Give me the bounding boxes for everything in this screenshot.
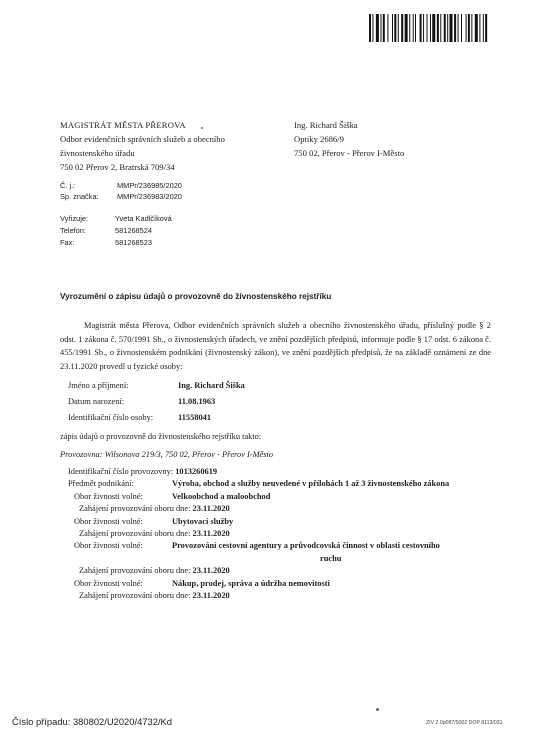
barcode-bar <box>423 14 424 42</box>
ref-row <box>60 180 182 191</box>
barcode-bar <box>409 14 410 42</box>
sender-office-name: MAGISTRÁT MĚSTA PŘEROVA <box>60 120 186 130</box>
barcode-bar <box>437 14 439 42</box>
barcode-bar <box>427 14 428 42</box>
ref-row <box>60 191 182 202</box>
recipient-name: Ing. Richard Šiška <box>294 120 358 130</box>
contact-row <box>60 237 172 249</box>
contact-label: Vyřizuje: <box>60 214 89 223</box>
barcode-bar <box>430 14 431 42</box>
mark-dot <box>376 708 379 711</box>
contact-row <box>60 225 172 237</box>
field-label: Obor živnosti volné: <box>74 516 143 526</box>
registry-entries <box>60 466 500 602</box>
field-row <box>60 578 500 590</box>
field-name: Velkoobchod a maloobchod <box>172 491 271 501</box>
ref-value: MMPr/236985/2020 <box>117 181 182 190</box>
person-details <box>60 378 245 426</box>
barcode-bar <box>398 14 399 42</box>
barcode-bar <box>471 14 472 42</box>
establishment-id-row <box>60 466 500 478</box>
field-name: Ubytovací služby <box>172 516 234 526</box>
field-start-label: Zahájení provozování oboru dne: <box>79 504 191 514</box>
barcode-bar <box>413 14 414 42</box>
field-start-label: Zahájení provozování oboru dne: <box>79 566 191 576</box>
field-start-row <box>60 590 500 602</box>
recipient-street: Optiky 2686/9 <box>294 134 344 144</box>
barcode-bar <box>405 14 408 42</box>
barcode-bar <box>468 14 470 42</box>
barcode-bar <box>415 14 416 42</box>
field-name: Nákup, prodej, správa a údržba nemovitostí <box>172 578 330 588</box>
field-start-label: Zahájení provozování oboru dne: <box>79 591 191 601</box>
field-label: Obor živnosti volné: <box>74 541 143 551</box>
case-number: Číslo případu: 380802/U2020/4732/Kd <box>12 716 173 727</box>
barcode-bar <box>369 14 371 42</box>
person-value: Ing. Richard Šiška <box>178 381 245 390</box>
field-start-date: 23.11.2020 <box>192 529 230 539</box>
barcode-bar <box>432 14 435 42</box>
barcode-bar <box>387 14 388 42</box>
person-label: Jméno a příjmení: <box>68 381 129 390</box>
contact-value: 581268523 <box>115 238 152 247</box>
body-paragraph: Magistrát města Přerova, Odbor evidenčních správních služeb a obecního živnostenského úřadu, příslušný podle § 2 odst. 1 zákona č. 570/1991 Sb., o živnostenských úřadech, ve znění pozdějších předpisů, informuje podle § 17 odst. 6 zákona č. 455/1991 Sb., o živnostenském podnikání (živnostenský zákon), ve znění pozdějších předpisů, že na základě oznámení ze dne 23.11.2020 provedl u fyzické osoby: <box>60 321 491 371</box>
field-row <box>60 491 500 503</box>
ref-label: Sp. značka: <box>60 192 99 201</box>
business-subject-label: Předmět podnikání: <box>68 479 134 489</box>
barcode-bar <box>458 14 459 42</box>
barcode-bar <box>392 14 393 42</box>
contact-info <box>60 213 172 249</box>
sender-department: Odbor evidenčních správních služeb a obecního <box>60 134 225 144</box>
sender-block <box>60 118 225 174</box>
barcode-bar <box>420 14 422 42</box>
registry-intro: zápis údajů o provozovně do živnostenského rejstříku takto: <box>60 432 262 441</box>
contact-label: Fax: <box>60 238 75 247</box>
barcode-bar <box>475 14 478 42</box>
mark-dot <box>201 127 203 129</box>
barcode-bar <box>381 14 382 42</box>
contact-value: Yveta Kadlčíková <box>115 214 172 223</box>
person-label: Datum narození: <box>68 397 125 406</box>
contact-label: Telefon: <box>60 226 86 235</box>
barcode-bar <box>479 14 480 42</box>
person-value: 11558041 <box>178 413 212 422</box>
field-start-row <box>60 503 500 515</box>
field-label: Obor živnosti volné: <box>74 578 143 588</box>
barcode-bar <box>383 14 385 42</box>
field-start-date: 23.11.2020 <box>192 566 230 576</box>
sender-department-cont: živnostenského úřadu <box>60 148 135 158</box>
ref-label: Č. j.: <box>60 181 76 190</box>
field-start-date: 23.11.2020 <box>192 504 230 514</box>
barcode-bar <box>447 14 448 42</box>
barcode-bar <box>454 14 456 42</box>
establishment-id-value: 1013260619 <box>175 467 218 476</box>
field-start-label: Zahájení provozování oboru dne: <box>79 529 191 539</box>
form-code: ZIV 2 0p087/5002 DOP 8113/031 <box>426 720 503 726</box>
contact-value: 581268524 <box>115 226 152 235</box>
field-row <box>60 540 500 552</box>
field-name-cont: ruchu <box>320 553 342 563</box>
person-row <box>60 410 245 426</box>
barcode-bar <box>401 14 403 42</box>
field-label: Obor živnosti volné: <box>74 491 143 501</box>
field-start-date: 23.11.2020 <box>192 591 230 601</box>
person-row <box>60 394 245 410</box>
establishment-address: Provozovna: Wilsonova 219/3, 750 02, Přerov - Přerov I-Město <box>60 450 274 459</box>
field-row-cont <box>60 553 500 565</box>
barcode-bar <box>376 14 379 42</box>
barcode-bar <box>450 14 453 42</box>
sender-address: 750 02 Přerov 2, Bratrská 709/34 <box>60 162 175 172</box>
barcode-bar <box>466 14 467 42</box>
barcode-bar <box>444 14 446 42</box>
person-value: 11.08.1963 <box>178 397 216 406</box>
barcode-bar <box>372 14 373 42</box>
business-subject-row <box>60 478 500 490</box>
barcode-bar <box>483 14 484 42</box>
ref-value: MMPr/236983/2020 <box>117 192 182 201</box>
contact-row <box>60 213 172 225</box>
person-label: Identifikační číslo osoby: <box>68 413 154 422</box>
recipient-block <box>294 118 404 160</box>
field-name: Provozování cestovní agentury a průvodcovská činnost v oblasti cestovního <box>172 541 440 551</box>
document-subject: Vyrozumění o zápisu údajů o provozovně do živnostenského rejstříku <box>60 292 332 301</box>
field-start-row <box>60 565 500 577</box>
person-row <box>60 378 245 394</box>
barcode <box>369 14 527 42</box>
establishment-id-label: Identifikační číslo provozovny: <box>68 467 174 476</box>
recipient-city: 750 02, Přerov - Přerov I-Město <box>294 148 405 158</box>
field-start-row <box>60 528 500 540</box>
barcode-bar <box>461 14 462 42</box>
barcode-bar <box>394 14 396 42</box>
barcode-bar <box>440 14 441 42</box>
reference-numbers <box>60 180 182 202</box>
business-subject-value: Výroba, obchod a služby neuvedené v přílohách 1 až 3 živnostenského zákona <box>172 479 450 489</box>
barcode-bar <box>485 14 487 42</box>
field-row <box>60 516 500 528</box>
